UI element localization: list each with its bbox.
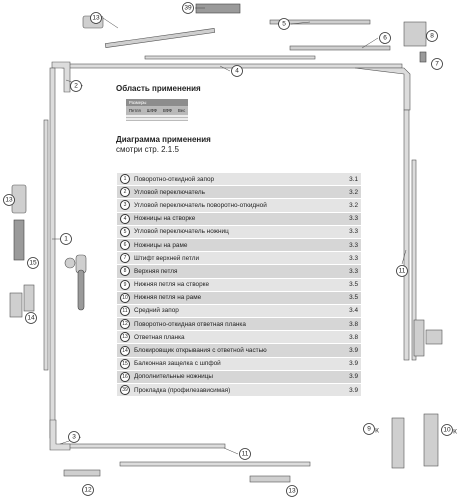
callout-13 xyxy=(4,195,15,206)
legend-part-name: Блокировщик открывания с ответной частью xyxy=(134,347,267,355)
diagram-title: Диаграмма применения xyxy=(116,135,211,144)
legend-number: 10 xyxy=(120,293,130,303)
callout-12 xyxy=(83,485,94,496)
legend-number: 4 xyxy=(120,214,130,224)
legend-number: 9 xyxy=(120,280,130,290)
diagram-subtitle: смотри стр. 2.1.5 xyxy=(116,145,179,154)
legend-row xyxy=(117,279,361,292)
legend-part-name: Ножницы на раме xyxy=(134,241,188,249)
legend-row xyxy=(117,305,361,318)
legend-row xyxy=(117,186,361,199)
legend-number: 1 xyxy=(120,174,130,184)
legend-number: 14 xyxy=(120,346,130,356)
legend-row xyxy=(117,318,361,331)
callout-number: 11 xyxy=(241,450,249,458)
application-info xyxy=(116,84,368,162)
callout-number: 5 xyxy=(282,20,286,28)
legend-part-name: Дополнительные ножницы xyxy=(134,373,214,381)
legend-part-name: Нижняя петля на раме xyxy=(134,294,202,302)
legend-number: 8 xyxy=(120,266,130,276)
callout-number: 3 xyxy=(72,433,76,441)
legend-row xyxy=(117,173,361,186)
legend-number: 15 xyxy=(120,359,130,369)
spec-table xyxy=(126,99,188,121)
callout-number: 6 xyxy=(383,34,387,42)
legend-page-ref: 3.2 xyxy=(349,188,358,196)
right-parts xyxy=(392,320,442,468)
legend-number: 12 xyxy=(120,319,130,329)
callout-number: 13 xyxy=(5,196,13,204)
callout-11 xyxy=(240,449,251,460)
spec-col-weight: Вес xyxy=(175,107,188,115)
callout-number: 7 xyxy=(435,60,439,68)
callout-14 xyxy=(26,313,37,324)
legend-number: 16 xyxy=(120,372,130,382)
legend-part-name: Угловой переключатель ножниц xyxy=(134,228,229,236)
legend-page-ref: 3.3 xyxy=(349,241,358,249)
legend-row xyxy=(117,226,361,239)
legend-row xyxy=(117,384,361,397)
legend-row xyxy=(117,213,361,226)
legend-part-name: Верхняя петля xyxy=(134,267,178,275)
legend-row xyxy=(117,239,361,252)
callout-number: 13 xyxy=(288,487,296,495)
callout-number: 11 xyxy=(398,267,406,275)
legend-part-name: Ответная планка xyxy=(134,333,185,341)
callout-number: 13 xyxy=(92,14,100,22)
callout-number: 9 xyxy=(367,425,371,433)
legend-number: 6 xyxy=(120,240,130,250)
legend-page-ref: 3.9 xyxy=(349,347,358,355)
spec-row xyxy=(126,118,188,121)
legend-part-name: Угловой переключатель xyxy=(134,188,205,196)
legend-row xyxy=(117,252,361,265)
callout-k-label: К xyxy=(375,427,379,435)
parts-legend xyxy=(117,173,361,397)
legend-row xyxy=(117,199,361,212)
legend-row xyxy=(117,331,361,344)
legend-page-ref: 3.3 xyxy=(349,215,358,223)
callout-number: 4 xyxy=(235,67,239,75)
legend-row xyxy=(117,358,361,371)
legend-number: 13 xyxy=(120,332,130,342)
callout-5 xyxy=(279,19,290,30)
legend-part-name: Поворотно-откидная ответная планка xyxy=(134,320,246,328)
callout-3 xyxy=(69,432,80,443)
spec-col-height: ВФФ xyxy=(160,107,175,115)
legend-part-name: Нижняя петля на створке xyxy=(134,281,210,289)
callout-6 xyxy=(380,33,391,44)
callout-39 xyxy=(183,3,194,14)
legend-page-ref: 3.2 xyxy=(349,201,358,209)
callout-13 xyxy=(287,486,298,497)
legend-part-name: Штифт верхней петли xyxy=(134,254,200,262)
legend-part-name: Прокладка (профилезависимая) xyxy=(134,386,231,394)
legend-part-name: Балконная защелка с шпфой xyxy=(134,360,221,368)
legend-part-name: Средний запор xyxy=(134,307,179,315)
callout-number: 39 xyxy=(184,4,192,12)
top-parts xyxy=(83,4,426,62)
callout-7 xyxy=(432,59,443,70)
callout-number: 10 xyxy=(443,426,451,434)
legend-page-ref: 3.3 xyxy=(349,254,358,262)
legend-row xyxy=(117,344,361,357)
legend-page-ref: 3.3 xyxy=(349,267,358,275)
callout-8 xyxy=(427,31,438,42)
callout-number: 15 xyxy=(29,259,37,267)
legend-number: 11 xyxy=(120,306,130,316)
legend-row xyxy=(117,292,361,305)
legend-number: 3 xyxy=(120,200,130,210)
spec-col-hinge: Петля xyxy=(126,107,144,115)
legend-row xyxy=(117,265,361,278)
callout-9 xyxy=(364,424,380,435)
callout-1 xyxy=(61,234,72,245)
legend-row xyxy=(117,371,361,384)
callout-number: 1 xyxy=(64,235,68,243)
callout-number: 14 xyxy=(27,314,35,322)
callout-15 xyxy=(28,258,39,269)
legend-page-ref: 3.9 xyxy=(349,386,358,394)
legend-page-ref: 3.4 xyxy=(349,307,358,315)
legend-number: 39 xyxy=(120,385,130,395)
legend-number: 5 xyxy=(120,227,130,237)
legend-number: 7 xyxy=(120,253,130,263)
spec-col-width: ШФФ xyxy=(144,107,160,115)
legend-page-ref: 3.8 xyxy=(349,320,358,328)
legend-part-name: Угловой переключатель поворотно-откидной xyxy=(134,201,267,209)
legend-page-ref: 3.1 xyxy=(349,175,358,183)
legend-part-name: Поворотно-откидной запор xyxy=(134,175,215,183)
area-title: Область применения xyxy=(116,84,201,93)
callout-number: 8 xyxy=(430,32,434,40)
bottom-parts xyxy=(64,470,290,482)
callout-11 xyxy=(397,266,408,277)
callout-10 xyxy=(442,425,458,436)
legend-page-ref: 3.9 xyxy=(349,373,358,381)
legend-number: 2 xyxy=(120,187,130,197)
callout-number: 12 xyxy=(84,486,92,494)
legend-part-name: Ножницы на створке xyxy=(134,215,196,223)
callout-13 xyxy=(91,13,102,24)
legend-page-ref: 3.3 xyxy=(349,228,358,236)
callout-k-label: К xyxy=(453,428,457,436)
legend-page-ref: 3.8 xyxy=(349,333,358,341)
legend-page-ref: 3.9 xyxy=(349,360,358,368)
spec-group-header: Размеры xyxy=(126,99,188,107)
legend-page-ref: 3.5 xyxy=(349,281,358,289)
callout-number: 2 xyxy=(74,82,78,90)
callout-4 xyxy=(232,66,243,77)
callout-2 xyxy=(71,81,82,92)
legend-page-ref: 3.5 xyxy=(349,294,358,302)
